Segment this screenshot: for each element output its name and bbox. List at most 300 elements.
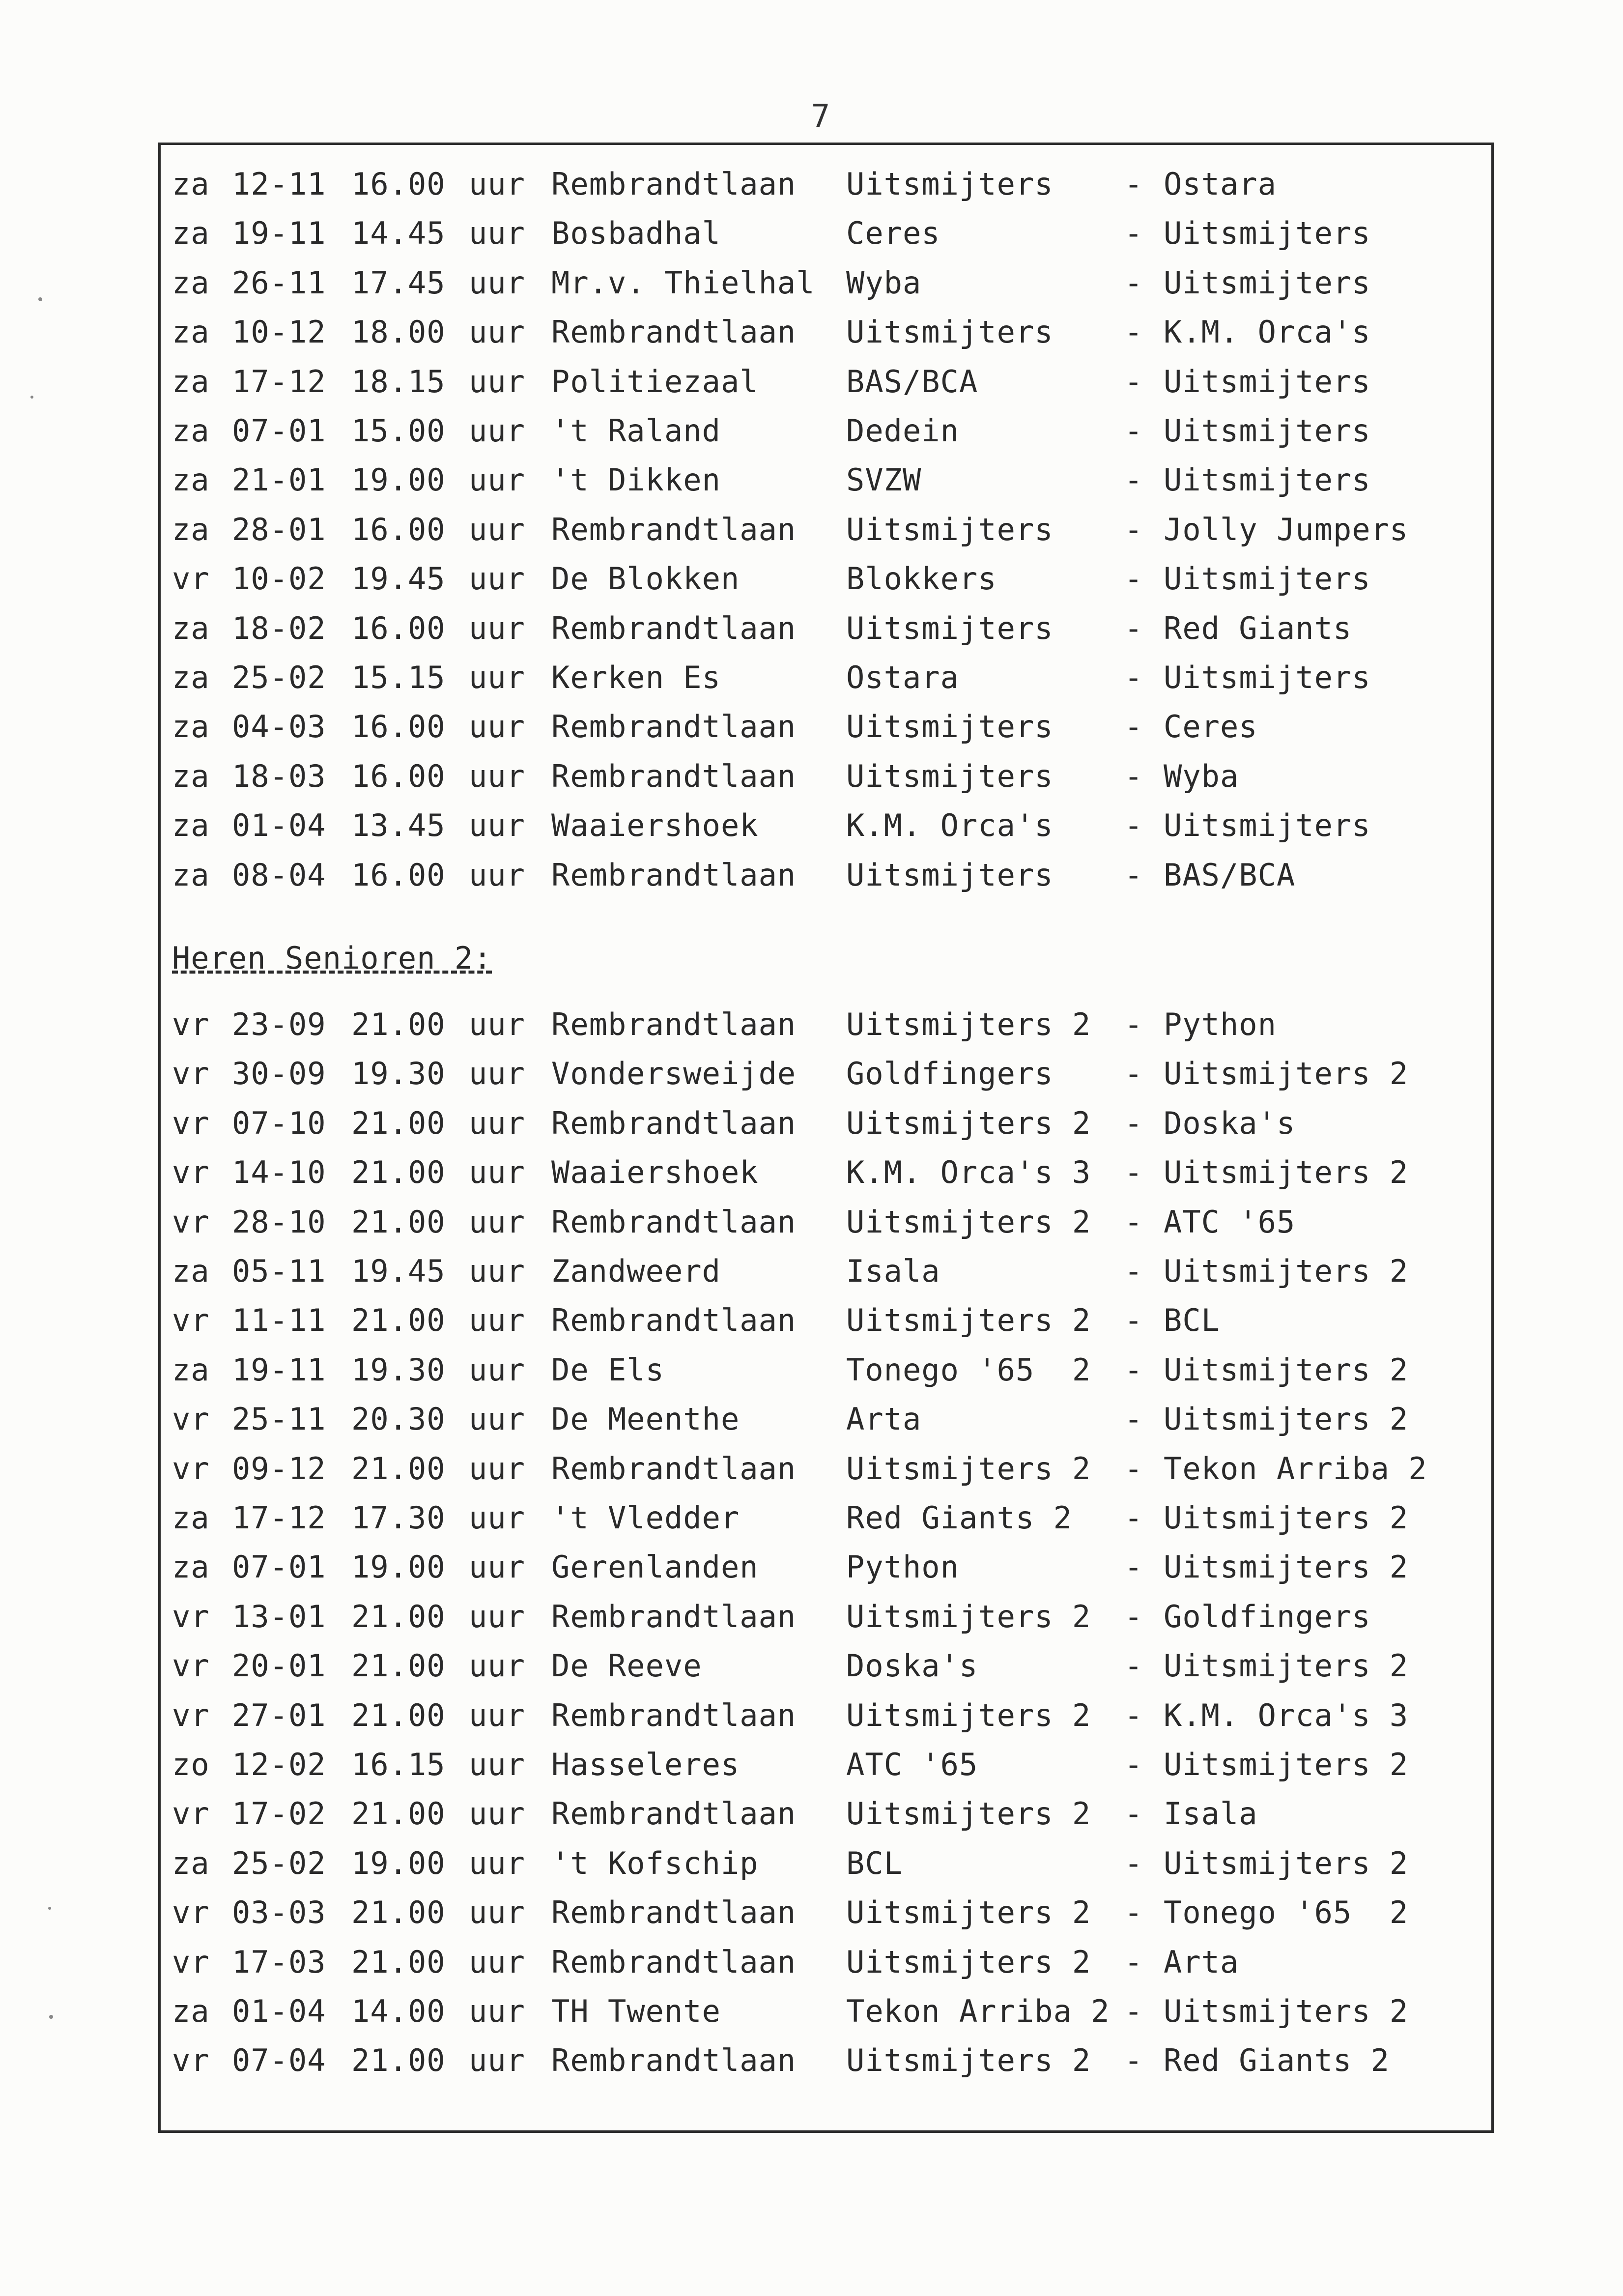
match-date: 12-02 bbox=[232, 1747, 326, 1782]
match-venue: Rembrandtlaan bbox=[551, 1302, 797, 1339]
match-day: vr bbox=[172, 1944, 210, 1980]
match-venue: Rembrandtlaan bbox=[551, 1697, 797, 1733]
match-venue: De Reeve bbox=[551, 1648, 702, 1684]
match-time: 21.00 bbox=[351, 1105, 446, 1141]
match-dash: - bbox=[1124, 1894, 1143, 1931]
match-away: Tekon Arriba 2 bbox=[1164, 1450, 1427, 1487]
match-date: 17-03 bbox=[232, 1944, 326, 1980]
match-uur: uur bbox=[469, 1747, 525, 1782]
match-away: Red Giants bbox=[1164, 610, 1352, 646]
match-dash: - bbox=[1124, 857, 1143, 893]
match-time: 21.00 bbox=[351, 1302, 446, 1339]
match-uur: uur bbox=[469, 413, 525, 449]
match-uur: uur bbox=[469, 1845, 525, 1881]
match-venue: Rembrandtlaan bbox=[551, 758, 797, 794]
match-venue: Rembrandtlaan bbox=[551, 857, 797, 893]
match-time: 19.00 bbox=[351, 1845, 446, 1881]
match-date: 28-01 bbox=[232, 511, 326, 547]
match-away: Arta bbox=[1164, 1944, 1239, 1980]
match-date: 01-04 bbox=[232, 1993, 326, 2029]
match-time: 19.45 bbox=[351, 561, 446, 597]
match-date: 25-02 bbox=[232, 1845, 326, 1881]
match-time: 14.00 bbox=[351, 1993, 446, 2029]
match-home: Uitsmijters 2 bbox=[846, 1697, 1091, 1733]
match-venue: Rembrandtlaan bbox=[551, 1796, 797, 1832]
match-uur: uur bbox=[469, 1549, 525, 1585]
match-away: Uitsmijters 2 bbox=[1164, 1500, 1409, 1536]
match-uur: uur bbox=[469, 1993, 525, 2029]
match-time: 21.00 bbox=[351, 1697, 446, 1733]
match-venue: Rembrandtlaan bbox=[551, 610, 797, 646]
match-away: Ceres bbox=[1164, 709, 1258, 745]
match-dash: - bbox=[1124, 1056, 1143, 1092]
match-uur: uur bbox=[469, 1302, 525, 1339]
match-time: 15.15 bbox=[351, 660, 446, 695]
match-time: 19.45 bbox=[351, 1253, 446, 1289]
match-venue: Rembrandtlaan bbox=[551, 709, 797, 745]
match-date: 12-11 bbox=[232, 166, 326, 202]
match-time: 19.00 bbox=[351, 1549, 446, 1585]
match-uur: uur bbox=[469, 1648, 525, 1684]
match-day: vr bbox=[172, 561, 210, 597]
match-time: 21.00 bbox=[351, 1204, 446, 1240]
match-date: 21-01 bbox=[232, 462, 326, 498]
match-home: Uitsmijters 2 bbox=[846, 1006, 1091, 1042]
match-dash: - bbox=[1124, 462, 1143, 498]
match-home: Tekon Arriba 2 bbox=[846, 1993, 1110, 2029]
match-time: 21.00 bbox=[351, 1894, 446, 1931]
match-day: za bbox=[172, 215, 210, 252]
match-home: Ceres bbox=[846, 215, 940, 252]
match-away: Doska's bbox=[1164, 1105, 1296, 1141]
match-away: Red Giants 2 bbox=[1164, 2042, 1390, 2079]
match-time: 21.00 bbox=[351, 1006, 446, 1042]
match-date: 18-03 bbox=[232, 758, 326, 794]
match-home: Uitsmijters 2 bbox=[846, 1450, 1091, 1487]
match-away: Uitsmijters 2 bbox=[1164, 1648, 1409, 1684]
match-away: Uitsmijters bbox=[1164, 462, 1371, 498]
match-uur: uur bbox=[469, 1944, 525, 1980]
match-away: Uitsmijters 2 bbox=[1164, 1747, 1409, 1782]
match-time: 16.00 bbox=[351, 166, 446, 202]
match-away: Uitsmijters bbox=[1164, 807, 1371, 844]
match-away: Goldfingers bbox=[1164, 1598, 1371, 1635]
match-date: 30-09 bbox=[232, 1056, 326, 1092]
match-date: 17-12 bbox=[232, 1500, 326, 1536]
match-dash: - bbox=[1124, 1697, 1143, 1733]
match-day: vr bbox=[172, 1204, 210, 1240]
match-venue: 't Kofschip bbox=[551, 1845, 759, 1881]
match-venue: Waaiershoek bbox=[551, 807, 759, 844]
match-venue: Zandweerd bbox=[551, 1253, 721, 1289]
match-dash: - bbox=[1124, 413, 1143, 449]
match-time: 21.00 bbox=[351, 1648, 446, 1684]
match-date: 10-12 bbox=[232, 314, 326, 350]
match-dash: - bbox=[1124, 264, 1143, 301]
match-venue: Rembrandtlaan bbox=[551, 1944, 797, 1980]
match-uur: uur bbox=[469, 363, 525, 400]
match-home: Uitsmijters 2 bbox=[846, 1302, 1091, 1339]
match-day: za bbox=[172, 462, 210, 498]
match-uur: uur bbox=[469, 264, 525, 301]
match-uur: uur bbox=[469, 1894, 525, 1931]
match-time: 18.00 bbox=[351, 314, 446, 350]
match-away: K.M. Orca's bbox=[1164, 314, 1371, 350]
match-day: za bbox=[172, 166, 210, 202]
match-home: Uitsmijters bbox=[846, 758, 1054, 794]
match-dash: - bbox=[1124, 1204, 1143, 1240]
match-date: 07-01 bbox=[232, 1549, 326, 1585]
match-time: 17.45 bbox=[351, 264, 446, 301]
match-day: vr bbox=[172, 1450, 210, 1487]
match-time: 14.45 bbox=[351, 215, 446, 252]
match-away: Uitsmijters bbox=[1164, 264, 1371, 301]
match-uur: uur bbox=[469, 511, 525, 547]
match-uur: uur bbox=[469, 561, 525, 597]
match-dash: - bbox=[1124, 166, 1143, 202]
match-away: Python bbox=[1164, 1006, 1277, 1042]
match-day: za bbox=[172, 807, 210, 844]
match-date: 03-03 bbox=[232, 1894, 326, 1931]
match-home: Isala bbox=[846, 1253, 940, 1289]
match-uur: uur bbox=[469, 709, 525, 745]
match-dash: - bbox=[1124, 1253, 1143, 1289]
match-dash: - bbox=[1124, 1450, 1143, 1487]
match-away: Uitsmijters bbox=[1164, 363, 1371, 400]
match-away: ATC '65 bbox=[1164, 1204, 1296, 1240]
match-home: Uitsmijters 2 bbox=[846, 1796, 1091, 1832]
match-away: Uitsmijters 2 bbox=[1164, 1056, 1409, 1092]
match-dash: - bbox=[1124, 511, 1143, 547]
match-time: 21.00 bbox=[351, 1154, 446, 1191]
match-day: za bbox=[172, 363, 210, 400]
match-away: BAS/BCA bbox=[1164, 857, 1296, 893]
match-day: vr bbox=[172, 1697, 210, 1733]
match-time: 21.00 bbox=[351, 2042, 446, 2079]
match-day: za bbox=[172, 857, 210, 893]
match-uur: uur bbox=[469, 1401, 525, 1437]
match-time: 21.00 bbox=[351, 1450, 446, 1487]
match-time: 16.15 bbox=[351, 1747, 446, 1782]
match-home: SVZW bbox=[846, 462, 922, 498]
match-venue: De Blokken bbox=[551, 561, 740, 597]
match-venue: Rembrandtlaan bbox=[551, 1006, 797, 1042]
match-home: Uitsmijters 2 bbox=[846, 1598, 1091, 1635]
match-date: 08-04 bbox=[232, 857, 326, 893]
match-dash: - bbox=[1124, 1944, 1143, 1980]
match-dash: - bbox=[1124, 561, 1143, 597]
match-venue: Bosbadhal bbox=[551, 215, 721, 252]
match-date: 25-11 bbox=[232, 1401, 326, 1437]
match-date: 20-01 bbox=[232, 1648, 326, 1684]
match-away: Tonego '65 2 bbox=[1164, 1894, 1409, 1931]
match-day: za bbox=[172, 709, 210, 745]
match-dash: - bbox=[1124, 758, 1143, 794]
match-home: Uitsmijters 2 bbox=[846, 1204, 1091, 1240]
match-uur: uur bbox=[469, 314, 525, 350]
match-uur: uur bbox=[469, 166, 525, 202]
match-home: Uitsmijters 2 bbox=[846, 2042, 1091, 2079]
match-away: Uitsmijters 2 bbox=[1164, 1351, 1409, 1388]
match-venue: 't Raland bbox=[551, 413, 721, 449]
match-away: Uitsmijters 2 bbox=[1164, 1993, 1409, 2029]
match-uur: uur bbox=[469, 1056, 525, 1092]
match-venue: Waaiershoek bbox=[551, 1154, 759, 1191]
match-uur: uur bbox=[469, 610, 525, 646]
match-away: Uitsmijters 2 bbox=[1164, 1154, 1409, 1191]
match-dash: - bbox=[1124, 1500, 1143, 1536]
match-venue: Vondersweijde bbox=[551, 1056, 797, 1092]
match-date: 18-02 bbox=[232, 610, 326, 646]
match-venue: 't Dikken bbox=[551, 462, 721, 498]
match-home: Doska's bbox=[846, 1648, 978, 1684]
match-away: K.M. Orca's 3 bbox=[1164, 1697, 1409, 1733]
match-time: 16.00 bbox=[351, 610, 446, 646]
match-day: za bbox=[172, 264, 210, 301]
match-uur: uur bbox=[469, 1500, 525, 1536]
match-day: vr bbox=[172, 1648, 210, 1684]
match-uur: uur bbox=[469, 1253, 525, 1289]
match-day: za bbox=[172, 314, 210, 350]
match-home: Uitsmijters 2 bbox=[846, 1894, 1091, 1931]
match-home: K.M. Orca's 3 bbox=[846, 1154, 1091, 1191]
match-dash: - bbox=[1124, 215, 1143, 252]
match-dash: - bbox=[1124, 1796, 1143, 1832]
match-dash: - bbox=[1124, 1401, 1143, 1437]
match-away: Jolly Jumpers bbox=[1164, 511, 1409, 547]
match-dash: - bbox=[1124, 709, 1143, 745]
match-home: Uitsmijters 2 bbox=[846, 1944, 1091, 1980]
match-time: 17.30 bbox=[351, 1500, 446, 1536]
match-date: 07-10 bbox=[232, 1105, 326, 1141]
match-dash: - bbox=[1124, 1598, 1143, 1635]
match-venue: Politiezaal bbox=[551, 363, 759, 400]
match-day: zo bbox=[172, 1747, 210, 1782]
match-time: 18.15 bbox=[351, 363, 446, 400]
match-dash: - bbox=[1124, 1993, 1143, 2029]
match-home: Uitsmijters 2 bbox=[846, 1105, 1091, 1141]
paper-speck bbox=[49, 2015, 53, 2019]
match-date: 05-11 bbox=[232, 1253, 326, 1289]
match-time: 21.00 bbox=[351, 1598, 446, 1635]
match-uur: uur bbox=[469, 758, 525, 794]
match-time: 16.00 bbox=[351, 758, 446, 794]
match-day: za bbox=[172, 1351, 210, 1388]
match-home: K.M. Orca's bbox=[846, 807, 1054, 844]
match-uur: uur bbox=[469, 1105, 525, 1141]
match-dash: - bbox=[1124, 807, 1143, 844]
match-uur: uur bbox=[469, 1450, 525, 1487]
match-away: Uitsmijters 2 bbox=[1164, 1401, 1409, 1437]
match-venue: De Els bbox=[551, 1351, 664, 1388]
match-away: Uitsmijters 2 bbox=[1164, 1253, 1409, 1289]
match-time: 20.30 bbox=[351, 1401, 446, 1437]
match-day: vr bbox=[172, 1796, 210, 1832]
match-time: 15.00 bbox=[351, 413, 446, 449]
match-venue: Rembrandtlaan bbox=[551, 166, 797, 202]
match-date: 28-10 bbox=[232, 1204, 326, 1240]
match-dash: - bbox=[1124, 363, 1143, 400]
match-venue: Rembrandtlaan bbox=[551, 511, 797, 547]
match-away: Isala bbox=[1164, 1796, 1258, 1832]
match-date: 19-11 bbox=[232, 1351, 326, 1388]
match-home: Ostara bbox=[846, 660, 959, 695]
match-venue: Rembrandtlaan bbox=[551, 314, 797, 350]
match-dash: - bbox=[1124, 660, 1143, 695]
section-heading-heren-senioren-2: Heren Senioren 2: bbox=[172, 940, 492, 976]
match-dash: - bbox=[1124, 2042, 1143, 2079]
match-day: za bbox=[172, 660, 210, 695]
match-away: Uitsmijters bbox=[1164, 660, 1371, 695]
match-day: za bbox=[172, 1845, 210, 1881]
match-dash: - bbox=[1124, 1302, 1143, 1339]
match-date: 13-01 bbox=[232, 1598, 326, 1635]
match-date: 26-11 bbox=[232, 264, 326, 301]
match-home: BAS/BCA bbox=[846, 363, 978, 400]
match-venue: Rembrandtlaan bbox=[551, 1204, 797, 1240]
match-day: vr bbox=[172, 2042, 210, 2079]
match-uur: uur bbox=[469, 1598, 525, 1635]
match-home: BCL bbox=[846, 1845, 903, 1881]
paper-speck bbox=[38, 297, 42, 301]
match-day: vr bbox=[172, 1401, 210, 1437]
match-date: 07-04 bbox=[232, 2042, 326, 2079]
match-date: 17-02 bbox=[232, 1796, 326, 1832]
match-uur: uur bbox=[469, 660, 525, 695]
match-date: 10-02 bbox=[232, 561, 326, 597]
match-away: Uitsmijters 2 bbox=[1164, 1845, 1409, 1881]
match-date: 01-04 bbox=[232, 807, 326, 844]
match-home: Python bbox=[846, 1549, 959, 1585]
match-venue: Rembrandtlaan bbox=[551, 1894, 797, 1931]
match-dash: - bbox=[1124, 1549, 1143, 1585]
match-time: 13.45 bbox=[351, 807, 446, 844]
match-time: 19.00 bbox=[351, 462, 446, 498]
match-away: Uitsmijters bbox=[1164, 413, 1371, 449]
match-uur: uur bbox=[469, 462, 525, 498]
match-away: BCL bbox=[1164, 1302, 1220, 1339]
match-home: Uitsmijters bbox=[846, 511, 1054, 547]
match-uur: uur bbox=[469, 1697, 525, 1733]
match-date: 17-12 bbox=[232, 363, 326, 400]
match-day: za bbox=[172, 758, 210, 794]
match-venue: 't Vledder bbox=[551, 1500, 740, 1536]
match-away: Ostara bbox=[1164, 166, 1277, 202]
match-away: Wyba bbox=[1164, 758, 1239, 794]
match-venue: Rembrandtlaan bbox=[551, 2042, 797, 2079]
match-day: vr bbox=[172, 1056, 210, 1092]
match-dash: - bbox=[1124, 1648, 1143, 1684]
match-venue: De Meenthe bbox=[551, 1401, 740, 1437]
match-venue: Rembrandtlaan bbox=[551, 1598, 797, 1635]
match-dash: - bbox=[1124, 1351, 1143, 1388]
match-home: Uitsmijters bbox=[846, 314, 1054, 350]
match-date: 11-11 bbox=[232, 1302, 326, 1339]
paper-speck bbox=[48, 1907, 51, 1910]
match-time: 19.30 bbox=[351, 1056, 446, 1092]
match-away: Uitsmijters bbox=[1164, 215, 1371, 252]
match-date: 19-11 bbox=[232, 215, 326, 252]
match-uur: uur bbox=[469, 1154, 525, 1191]
match-home: Uitsmijters bbox=[846, 610, 1054, 646]
match-day: vr bbox=[172, 1894, 210, 1931]
match-day: vr bbox=[172, 1006, 210, 1042]
match-venue: TH Twente bbox=[551, 1993, 721, 2029]
match-venue: Gerenlanden bbox=[551, 1549, 759, 1585]
match-dash: - bbox=[1124, 1006, 1143, 1042]
paper-speck bbox=[30, 396, 33, 399]
match-venue: Hasseleres bbox=[551, 1747, 740, 1782]
match-home: Blokkers bbox=[846, 561, 997, 597]
match-dash: - bbox=[1124, 1845, 1143, 1881]
match-home: Uitsmijters bbox=[846, 166, 1054, 202]
match-home: Goldfingers bbox=[846, 1056, 1054, 1092]
match-home: Tonego '65 2 bbox=[846, 1351, 1091, 1388]
match-home: ATC '65 bbox=[846, 1747, 978, 1782]
match-day: vr bbox=[172, 1154, 210, 1191]
match-venue: Rembrandtlaan bbox=[551, 1450, 797, 1487]
match-uur: uur bbox=[469, 807, 525, 844]
match-time: 19.30 bbox=[351, 1351, 446, 1388]
page-number: 7 bbox=[811, 98, 830, 135]
match-date: 14-10 bbox=[232, 1154, 326, 1191]
match-date: 09-12 bbox=[232, 1450, 326, 1487]
match-day: za bbox=[172, 413, 210, 449]
match-home: Uitsmijters bbox=[846, 857, 1054, 893]
match-date: 07-01 bbox=[232, 413, 326, 449]
match-dash: - bbox=[1124, 1747, 1143, 1782]
match-venue: Rembrandtlaan bbox=[551, 1105, 797, 1141]
match-away: Uitsmijters bbox=[1164, 561, 1371, 597]
match-time: 21.00 bbox=[351, 1796, 446, 1832]
match-day: za bbox=[172, 1253, 210, 1289]
match-venue: Mr.v. Thielhal bbox=[551, 264, 815, 301]
match-day: za bbox=[172, 610, 210, 646]
match-dash: - bbox=[1124, 314, 1143, 350]
match-uur: uur bbox=[469, 215, 525, 252]
match-day: za bbox=[172, 1549, 210, 1585]
match-dash: - bbox=[1124, 1154, 1143, 1191]
match-uur: uur bbox=[469, 2042, 525, 2079]
match-uur: uur bbox=[469, 1796, 525, 1832]
match-time: 21.00 bbox=[351, 1944, 446, 1980]
match-uur: uur bbox=[469, 1204, 525, 1240]
match-venue: Kerken Es bbox=[551, 660, 721, 695]
match-date: 04-03 bbox=[232, 709, 326, 745]
match-date: 27-01 bbox=[232, 1697, 326, 1733]
match-day: vr bbox=[172, 1105, 210, 1141]
match-uur: uur bbox=[469, 1006, 525, 1042]
match-day: za bbox=[172, 1993, 210, 2029]
match-day: za bbox=[172, 511, 210, 547]
match-time: 16.00 bbox=[351, 709, 446, 745]
match-dash: - bbox=[1124, 610, 1143, 646]
match-uur: uur bbox=[469, 1351, 525, 1388]
match-day: za bbox=[172, 1500, 210, 1536]
match-home: Red Giants 2 bbox=[846, 1500, 1072, 1536]
match-uur: uur bbox=[469, 857, 525, 893]
match-dash: - bbox=[1124, 1105, 1143, 1141]
match-home: Wyba bbox=[846, 264, 922, 301]
match-day: vr bbox=[172, 1598, 210, 1635]
match-time: 16.00 bbox=[351, 511, 446, 547]
match-time: 16.00 bbox=[351, 857, 446, 893]
match-away: Uitsmijters 2 bbox=[1164, 1549, 1409, 1585]
match-home: Uitsmijters bbox=[846, 709, 1054, 745]
match-home: Arta bbox=[846, 1401, 922, 1437]
match-day: vr bbox=[172, 1302, 210, 1339]
match-date: 23-09 bbox=[232, 1006, 326, 1042]
